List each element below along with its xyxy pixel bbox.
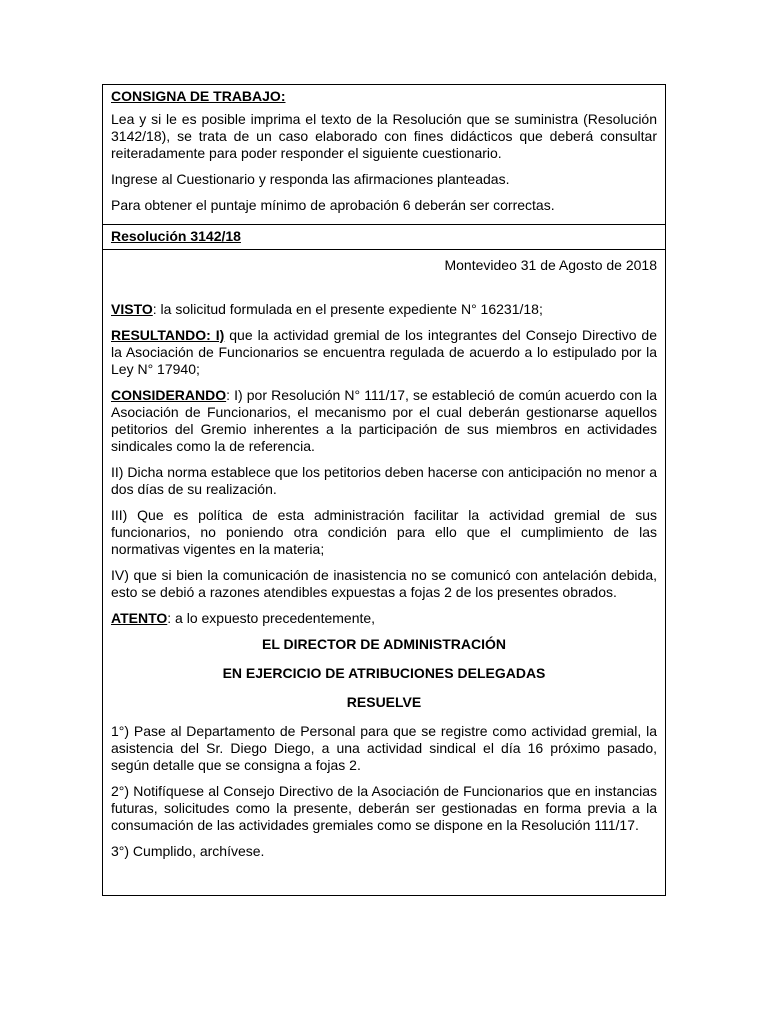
resolucion-title-row (103, 225, 665, 250)
resolucion-date: Montevideo 31 de Agosto de 2018 (444, 257, 657, 273)
resultando-paragraph (111, 327, 657, 378)
visto-text: : la solicitud formulada en el presente expediente N° 16231/18; (152, 301, 543, 317)
resolucion-body (103, 250, 665, 895)
visto-label: VISTO (111, 301, 153, 317)
ejercicio-heading: EN EJERCICIO DE ATRIBUCIONES DELEGADAS (222, 665, 546, 681)
atento-label: ATENTO (111, 610, 168, 626)
considerando-label: CONSIDERANDO (111, 387, 227, 403)
resultando-text: que la actividad gremial de los integrantes del Consejo Directivo de la Asociación de Funcionarios se encuentra regulada de acuerdo a lo estipulado por la Ley N° 17940; (111, 327, 657, 377)
resuelve-item-2: 2°) Notifíquese al Consejo Directivo de la Asociación de Funcionarios que en instancias futuras, solicitudes como la presente, deberán ser gestionadas en forma previa a la consumación de las actividades gremiales como se dispone en la Resolución 111/17. (111, 783, 657, 833)
consigna-section (103, 85, 665, 225)
director-heading: EL DIRECTOR DE ADMINISTRACIÓN (262, 636, 506, 652)
considerando-iv: IV) que si bien la comunicación de inasistencia no se comunicó con antelación debida, esto se debió a razones atendibles expuestas a fojas 2 de los presentes obrados. (111, 567, 657, 600)
consigna-paragraph-1: Lea y si le es posible imprima el texto de la Resolución que se suministra (Resolución 3142/18), se trata de un caso elaborado con fines didácticos que deberá consultar reiteradamente para poder responder el siguiente cuestionario. (111, 111, 657, 161)
considerando-ii: II) Dicha norma establece que los petitorios deben hacerse con anticipación no menor a dos días de su realización. (111, 464, 657, 497)
resuelve-heading: RESUELVE (346, 694, 422, 710)
consigna-paragraph-2: Ingrese al Cuestionario y responda las afirmaciones planteadas. (111, 171, 510, 187)
considerando-text: : I) por Resolución N° 111/17, se estableció de común acuerdo con la Asociación de Funcionarios, el mecanismo por el cual deberán gestionarse aquellos petitorios del Gremio inherentes a la participación de sus miembros en actividades sindicales como la de referencia. (111, 387, 657, 454)
resolucion-title: Resolución 3142/18 (111, 228, 241, 244)
resuelve-item-3: 3°) Cumplido, archívese. (111, 843, 265, 859)
considerando-iii: III) Que es política de esta administración facilitar la actividad gremial de sus funcionarios, no poniendo otra condición para ello que el cumplimiento de las normativas vigentes en la materia; (111, 507, 657, 557)
atento-text: : a lo expuesto precedentemente, (167, 610, 376, 626)
atento-paragraph (111, 610, 657, 627)
considerando-paragraph (111, 387, 657, 455)
consigna-paragraph-3: Para obtener el puntaje mínimo de aprobación 6 deberán ser correctas. (111, 197, 555, 213)
consigna-title: CONSIGNA DE TRABAJO: (111, 88, 286, 104)
resuelve-item-1: 1°) Pase al Departamento de Personal para que se registre como actividad gremial, la asistencia del Sr. Diego Diego, a una actividad sindical el día 16 próximo pasado, según detalle que se consigna a fojas 2. (111, 723, 657, 773)
visto-paragraph (111, 301, 657, 318)
document-table (102, 84, 666, 896)
resultando-label: RESULTANDO: I) (111, 327, 225, 343)
